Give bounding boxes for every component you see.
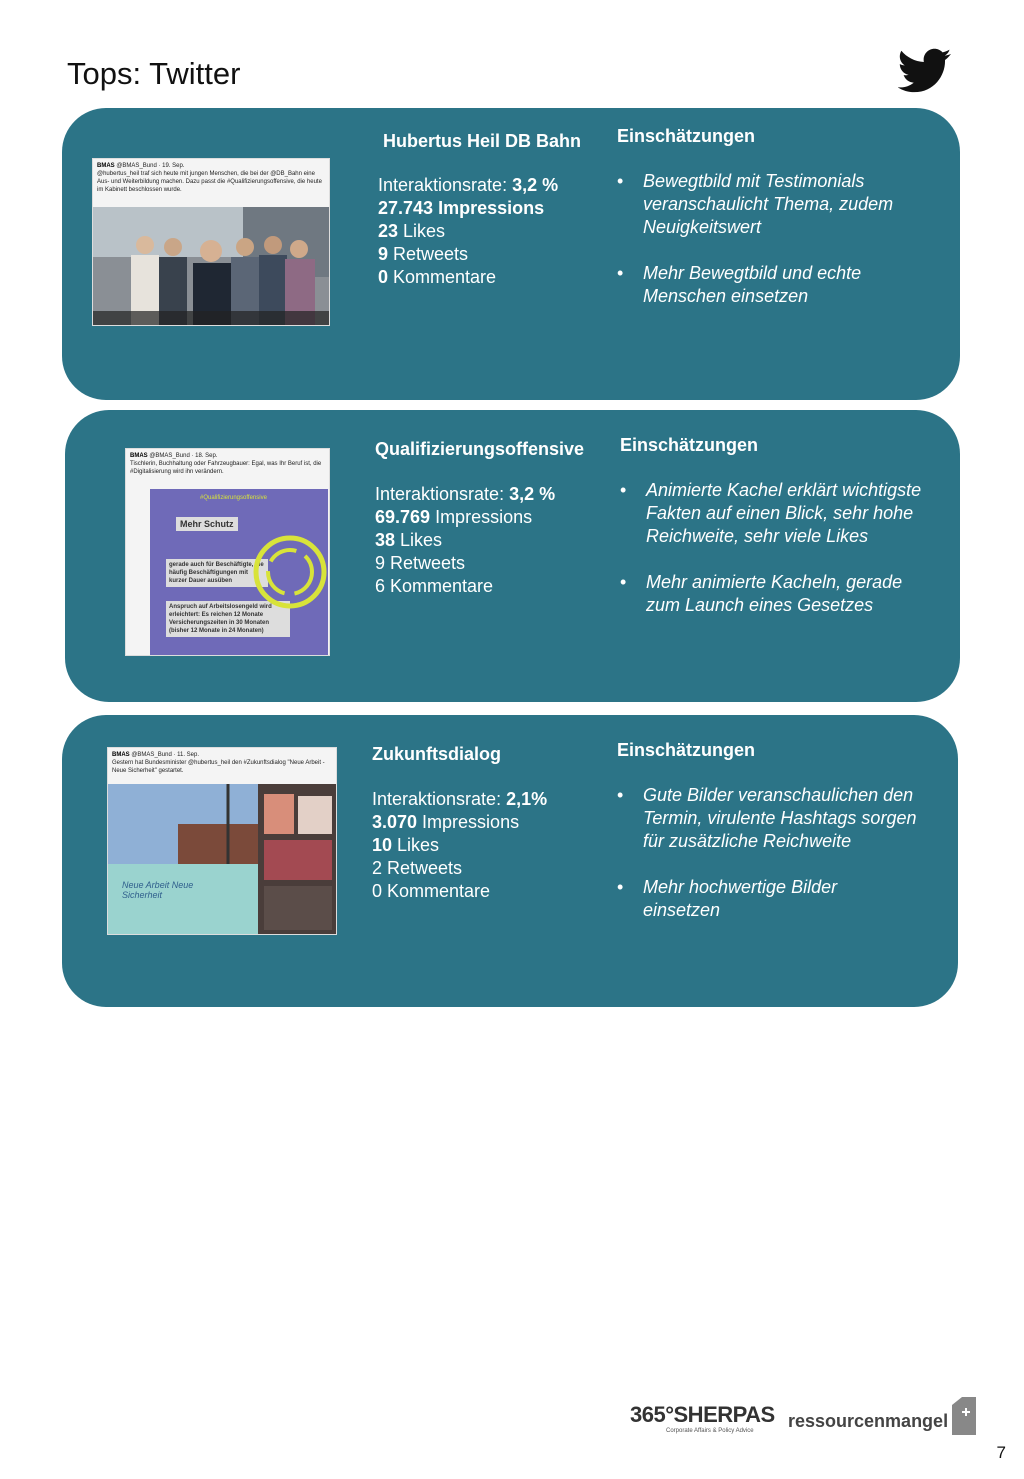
impressions: 27.743 Impressions — [378, 198, 545, 218]
hands-graphic — [250, 527, 328, 617]
assessment-bullet: • Mehr Bewegtbild und echte Menschen einsetzen — [617, 262, 917, 308]
interaction-rate: Interaktionsrate: 3,2 % — [375, 484, 556, 504]
tweet-header: BMAS @BMAS_Bund · 18. Sep. Tischlerin, Buchhaltung oder Fahrzeugbauer: Egal, was Ihr Beruf ist, die #Digitalisierung wird ihn verändern. — [130, 453, 322, 475]
tweet-card-1 — [62, 108, 960, 400]
comments: 6 Kommentare — [375, 576, 494, 596]
tweet-stats — [375, 438, 615, 598]
tweet-thumbnail — [92, 158, 330, 326]
graphic-box: gerade auch für Beschäftigte, die häufig Beschäftigungen mit kurzer Dauer ausüben — [166, 559, 268, 587]
tweet-header: BMAS @BMAS_Bund · 19. Sep. @hubertus_heil traf sich heute mit jungen Menschen, die bei der @DB_Bahn eine Aus- und Weiterbildung machen. Dazu passt die #Qualifizierungsoffensive, die heute im Kabinett beschlossen wurde. — [97, 163, 322, 193]
assessment — [617, 125, 917, 331]
sherpas-logo: 365°SHERPAS Corporate Affairs & Policy Advice — [630, 1402, 775, 1434]
retweets: 9 Retweets — [378, 244, 469, 264]
tweet-graphic — [150, 489, 328, 655]
assessment — [617, 739, 917, 945]
graphic-banner: #Qualifizierungsoffensive — [200, 495, 267, 501]
assessment-bullet: • Animierte Kachel erklärt wichtigste Fakten auf einen Blick, sehr hohe Reichweite, sehr viele Likes — [620, 479, 940, 548]
tweet-stats — [372, 743, 612, 903]
tweet-photo — [108, 784, 336, 934]
assessment-heading: Einschätzungen — [620, 435, 759, 455]
comments: 0 Kommentare — [378, 267, 497, 287]
assessment-bullet: • Mehr animierte Kacheln, gerade zum Launch eines Gesetzes — [620, 571, 940, 617]
assessment-heading: Einschätzungen — [617, 126, 756, 146]
impressions: 3.070 Impressions — [372, 812, 520, 832]
tweet-stats — [378, 130, 618, 289]
assessment-bullet: • Bewegtbild mit Testimonials veranschaulicht Thema, zudem Neuigkeitswert — [617, 170, 917, 239]
twitter-bird-icon — [898, 48, 952, 94]
carton-icon — [948, 1395, 980, 1437]
comments: 0 Kommentare — [372, 881, 491, 901]
tweet-name: Hubertus Heil DB Bahn — [383, 131, 582, 151]
interaction-rate: Interaktionsrate: 3,2 % — [378, 175, 559, 195]
tweet-header: BMAS @BMAS_Bund · 11. Sep. Gestern hat Bundesminister @hubertus_heil den #Zukunftsdialog "Neue Arbeit - Neue Sicherheit" gestartet. — [112, 752, 325, 774]
tweet-thumbnail — [125, 448, 330, 656]
tweet-name: Zukunftsdialog — [372, 744, 501, 764]
tweet-card-3 — [62, 715, 958, 1007]
tweet-photo — [93, 207, 329, 325]
assessment-bullet: • Gute Bilder veranschaulichen den Termin, virulente Hashtags sorgen für zusätzliche Reichweite — [617, 784, 917, 853]
assessment-bullet: • Mehr hochwertige Bilder einsetzen — [617, 876, 917, 922]
likes: 10 Likes — [372, 835, 440, 855]
tweet-name: Qualifizierungsoffensive — [375, 439, 585, 459]
page-number: 7 — [996, 1443, 1006, 1462]
assessment-heading: Einschätzungen — [617, 740, 756, 760]
likes: 23 Likes — [378, 221, 446, 241]
tweet-card-2 — [65, 410, 960, 702]
impressions: 69.769 Impressions — [375, 507, 533, 527]
tweet-thumbnail — [107, 747, 337, 935]
graphic-box: Mehr Schutz — [176, 517, 238, 531]
retweets: 2 Retweets — [372, 858, 463, 878]
likes: 38 Likes — [375, 530, 443, 550]
ressourcenmangel-logo: ressourcenmangel — [788, 1395, 988, 1440]
assessment — [620, 434, 940, 640]
interaction-rate: Interaktionsrate: 2,1% — [372, 789, 548, 809]
retweets: 9 Retweets — [375, 553, 466, 573]
page-title: Tops: Twitter — [67, 56, 241, 91]
sign-text: Neue Arbeit Neue Sicherheit — [122, 880, 194, 900]
graphic-box: Anspruch auf Arbeitslosengeld wird erleichtert: Es reichen 12 Monate Versicherungszeiten in 30 Monaten (bisher 12 Monate in 24 Monaten) — [166, 601, 290, 637]
